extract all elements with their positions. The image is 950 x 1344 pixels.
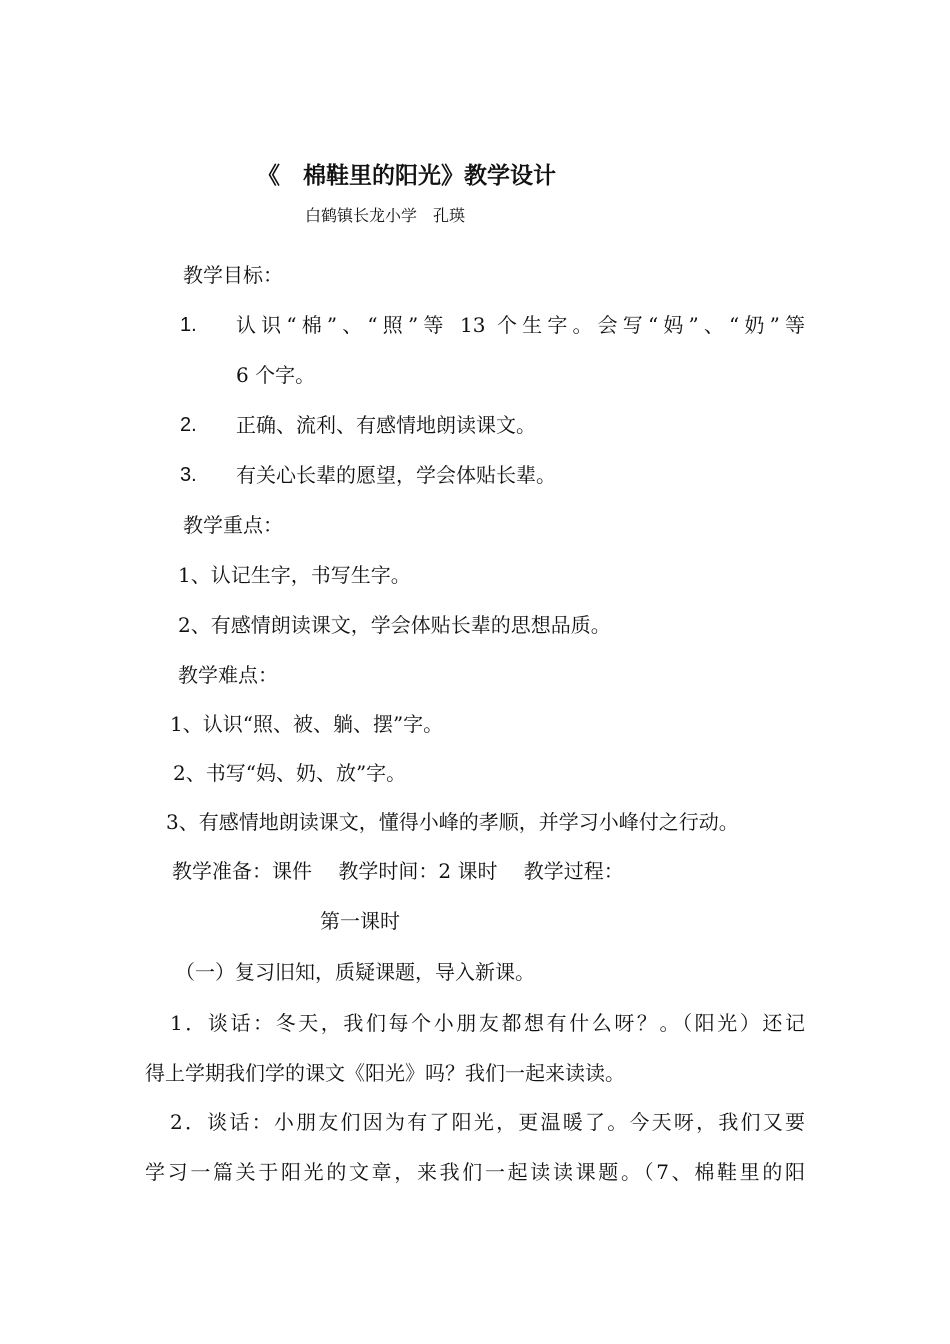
document-title: 《 棉鞋里的阳光》教学设计 — [257, 163, 556, 189]
goal-2-text: 正确、流利、有感情地朗读课文。 — [236, 413, 536, 437]
goal-3-number: 3. — [180, 464, 197, 486]
key-heading: 教学重点： — [183, 513, 283, 537]
prep-time-process-line: 教学准备：课件 教学时间：2 课时 教学过程： — [172, 859, 624, 883]
goal-1-number: 1. — [180, 314, 197, 336]
lesson-heading: 第一课时 — [320, 909, 400, 933]
section-1-heading: （一）复习旧知，质疑课题，导入新课。 — [175, 960, 535, 984]
key-point-1: 1、认记生字，书写生字。 — [178, 563, 411, 587]
paragraph-2-line-2: 学习一篇关于阳光的文章，来我们一起读读课题。（7、棉鞋里的阳 — [145, 1160, 805, 1184]
goal-2-number: 2. — [180, 414, 197, 436]
difficulty-1: 1、认识“照、被、躺、摆”字。 — [170, 712, 444, 736]
difficulty-heading: 教学难点： — [178, 663, 278, 687]
difficulty-3: 3、有感情地朗读课文，懂得小峰的孝顺，并学习小峰付之行动。 — [166, 810, 739, 834]
difficulty-2: 2、书写“妈、奶、放”字。 — [173, 761, 407, 785]
goal-3-text: 有关心长辈的愿望，学会体贴长辈。 — [236, 463, 556, 487]
paragraph-1-line-2: 得上学期我们学的课文《阳光》吗？我们一起来读读。 — [145, 1061, 625, 1085]
author-line: 白鹤镇长龙小学 孔瑛 — [305, 206, 466, 225]
key-point-2: 2、有感情朗读课文，学会体贴长辈的思想品质。 — [178, 613, 611, 637]
goal-1-text: 认识“棉”、“照”等 13 个生字。会写“妈”、“奶”等 — [236, 313, 805, 337]
paragraph-1-line-1: 1．谈话：冬天，我们每个小朋友都想有什么呀？。（阳光）还记 — [170, 1011, 805, 1035]
goal-1-text-cont: 6 个字。 — [236, 363, 316, 387]
goals-heading: 教学目标： — [183, 263, 283, 287]
paragraph-2-line-1: 2．谈话：小朋友们因为有了阳光，更温暖了。今天呀，我们又要 — [170, 1110, 805, 1134]
